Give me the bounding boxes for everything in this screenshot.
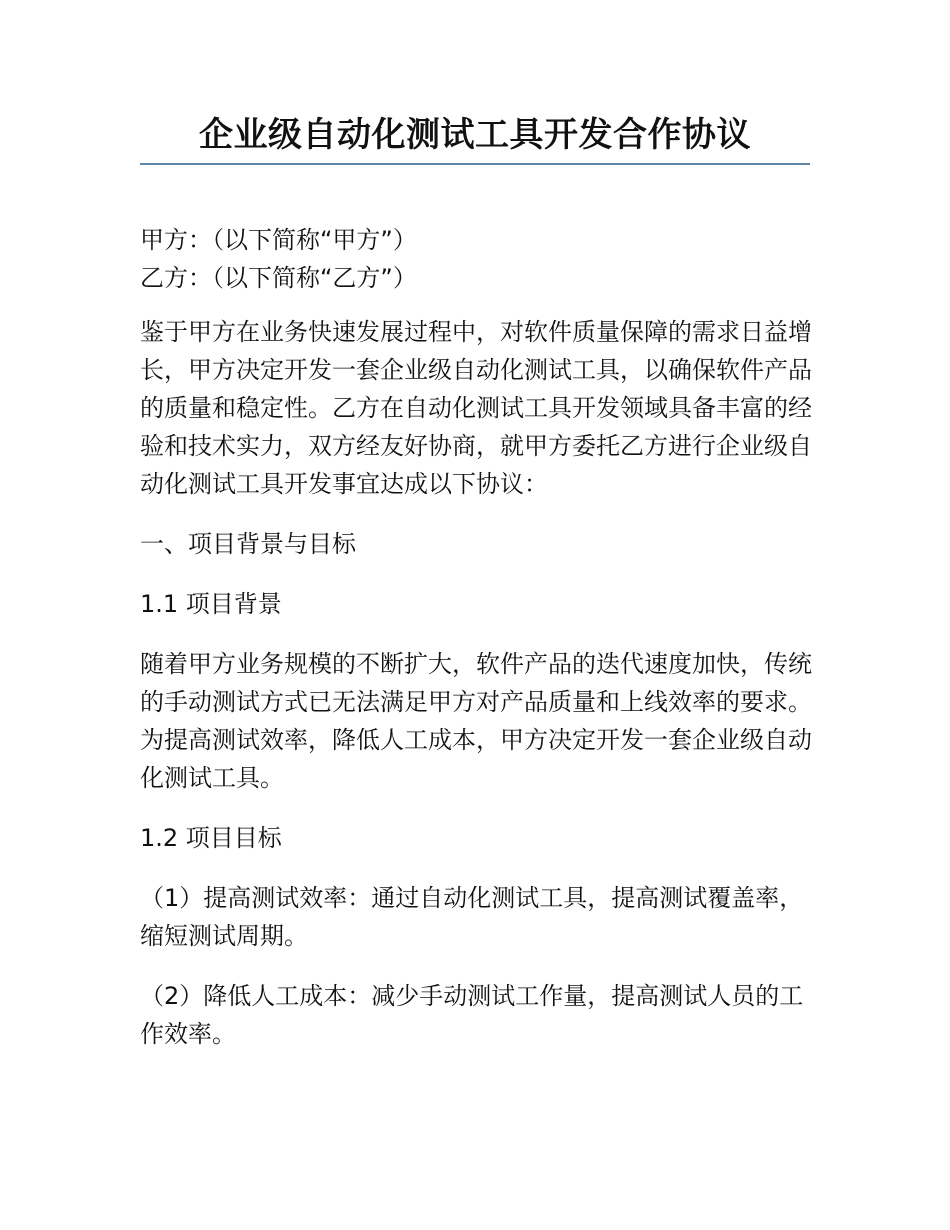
party-a-line: 甲方：（以下简称“甲方”） xyxy=(140,226,417,254)
section-1-1-heading: 1.1 项目背景 xyxy=(140,590,282,618)
goal-item-2: （2）降低人工成本：减少手动测试工作量，提高测试人员的工作效率。 xyxy=(140,982,804,1048)
section-1-heading: 一、项目背景与目标 xyxy=(140,530,356,558)
title-underline xyxy=(140,163,810,165)
spacer xyxy=(140,297,812,313)
document-body xyxy=(140,221,812,1075)
section-1-1-paragraph: 随着甲方业务规模的不断扩大，软件产品的迭代速度加快，传统的手动测试方式已无法满足甲方对产品质量和上线效率的要求。为提高测试效率，降低人工成本，甲方决定开发一套企业级自动化测试工具。 xyxy=(140,650,812,792)
section-1-2-heading: 1.2 项目目标 xyxy=(140,824,282,852)
party-b-line: 乙方：（以下简称“乙方”） xyxy=(140,264,417,292)
document-title: 企业级自动化测试工具开发合作协议 xyxy=(199,115,751,155)
preamble-paragraph: 鉴于甲方在业务快速发展过程中，对软件质量保障的需求日益增长，甲方决定开发一套企业级自动化测试工具，以确保软件产品的质量和稳定性。乙方在自动化测试工具开发领域具备丰富的经验和技术实力，双方经友好协商，就甲方委托乙方进行企业级自动化测试工具开发事宜达成以下协议： xyxy=(140,318,812,498)
goal-item-1: （1）提高测试效率：通过自动化测试工具，提高测试覆盖率，缩短测试周期。 xyxy=(140,884,804,950)
